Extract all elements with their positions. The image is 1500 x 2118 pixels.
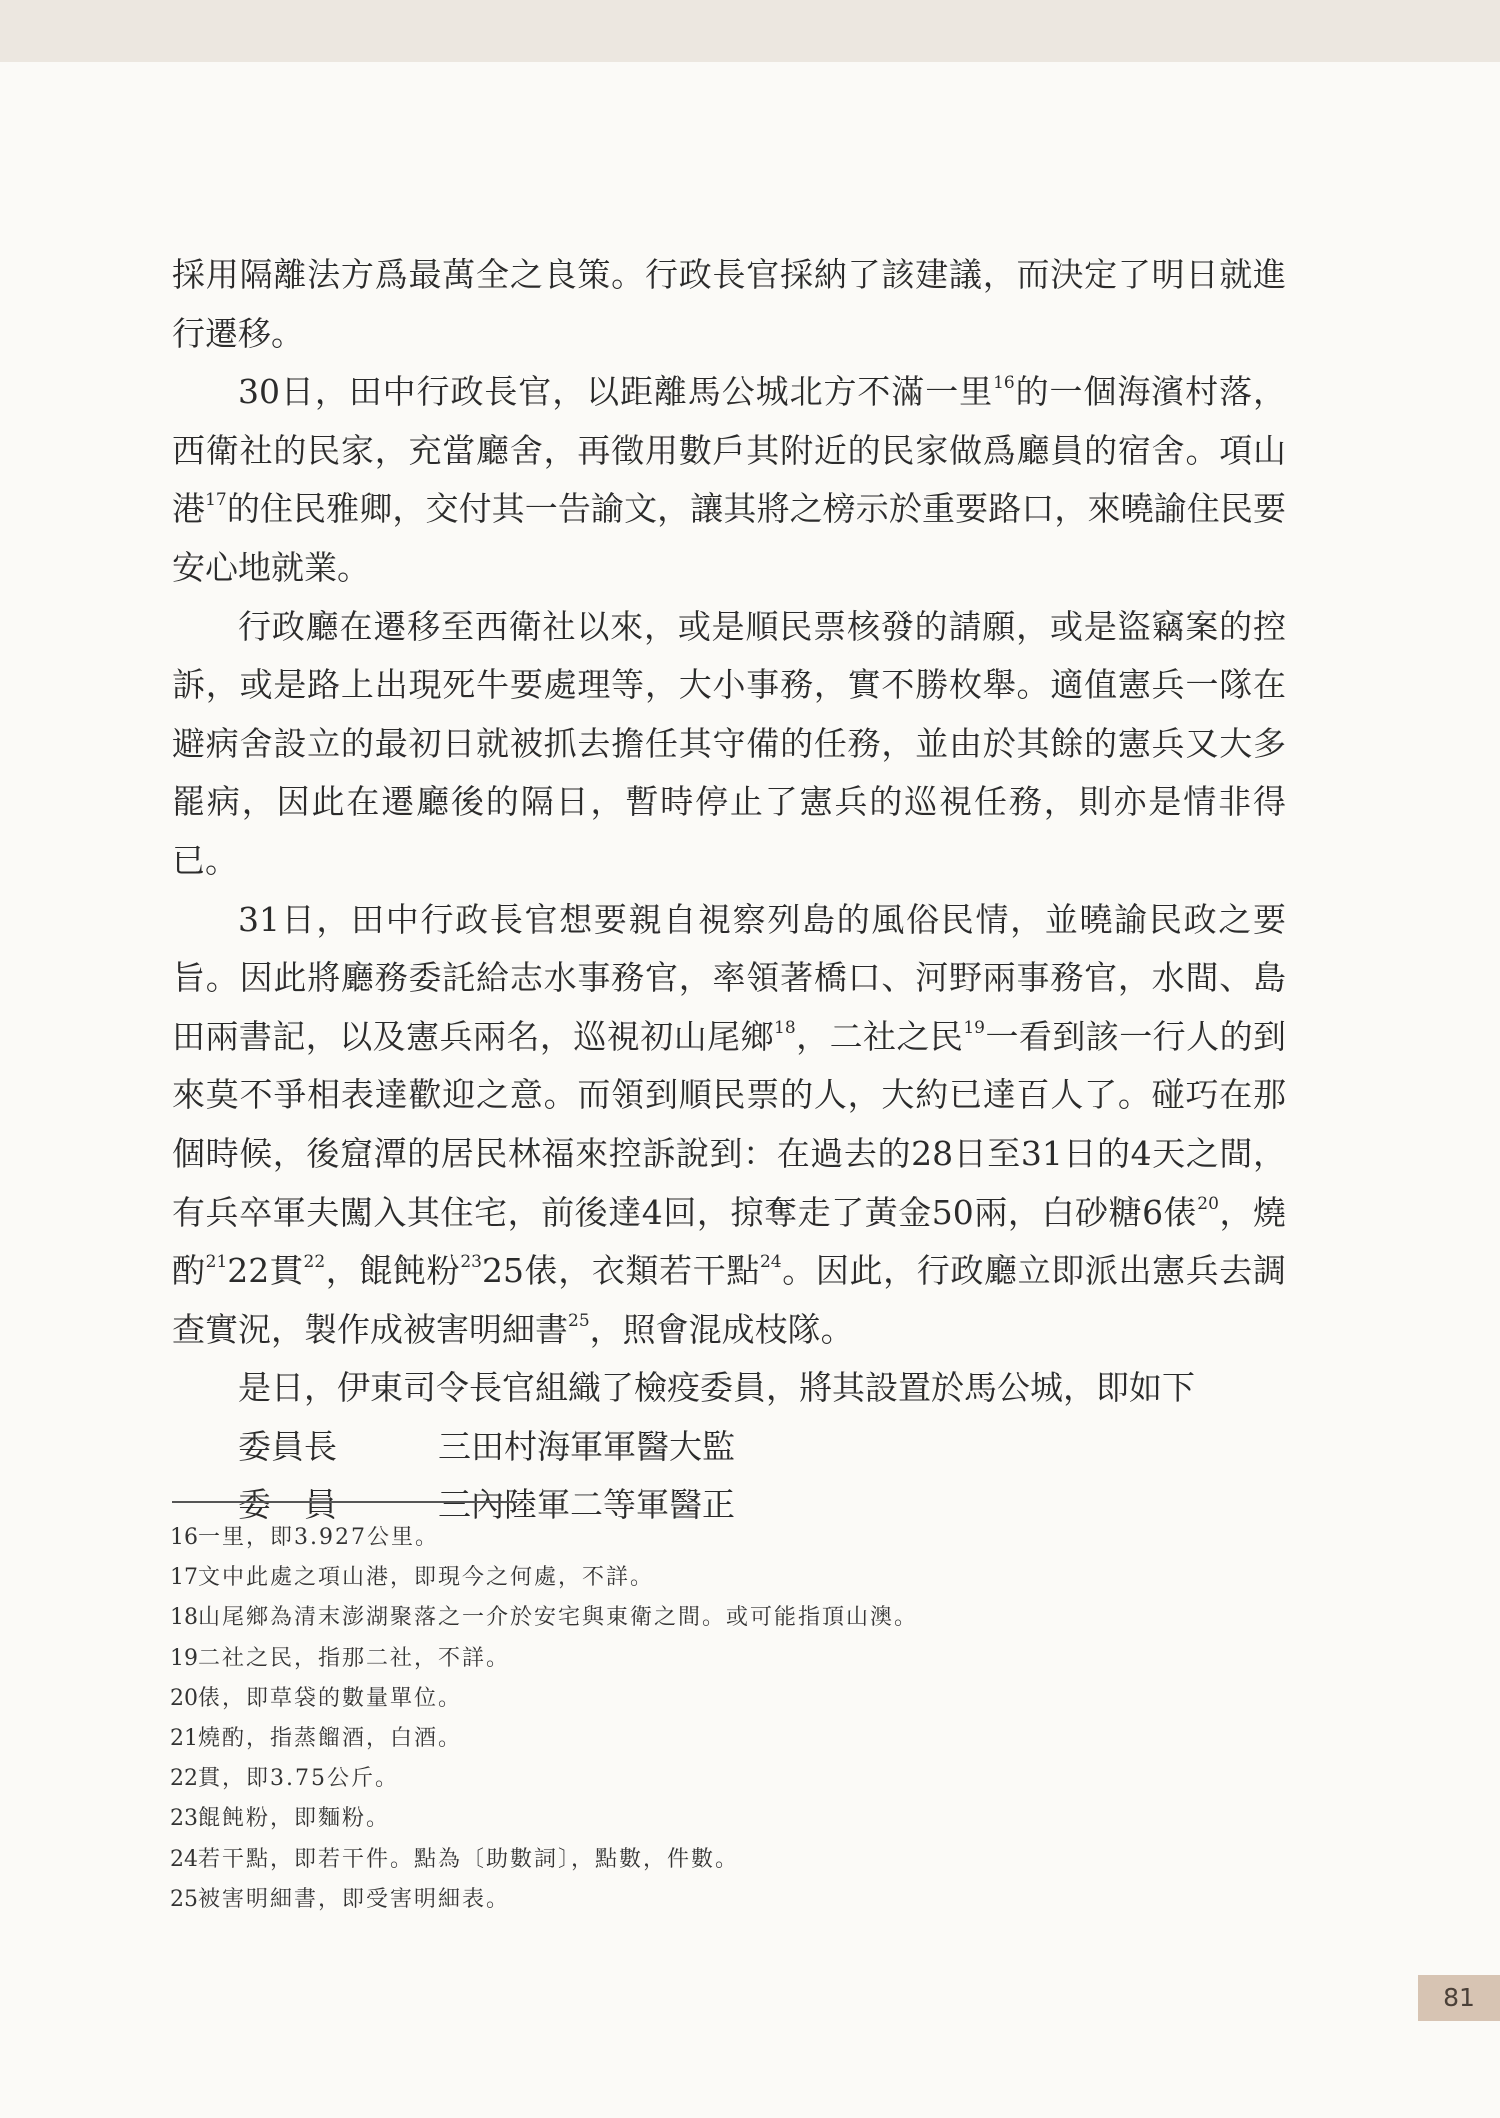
footnote-ref-18[interactable]: 18 [774, 1017, 796, 1038]
footnote-text: 餛飩粉，即麵粉。 [198, 1806, 391, 1832]
paragraph-1: 採用隔離法方爲最萬全之良策。行政長官採納了該建議，而決定了明日就進行遷移。 [172, 255, 1286, 353]
scan-top-band [0, 0, 1500, 62]
footnote-24 [170, 1840, 1270, 1880]
footnote-number: 19 [170, 1645, 198, 1671]
footnote-text: 文中此處之項山港，即現今之何處，不詳。 [198, 1565, 655, 1591]
page-number: 81 [1418, 1975, 1500, 2021]
paragraph-3: 行政廳在遷移至西衛社以來，或是順民票核發的請願，或是盜竊案的控訴，或是路上出現死牛要處理等，大小事務，實不勝枚舉。適值憲兵一隊在避病舍設立的最初日就被抓去擔任其守備的任務，並由於其餘的憲兵又大多罷病，因此在遷廳後的隔日，暫時停止了憲兵的巡視任務，則亦是情非得已。 [172, 606, 1286, 880]
footnote-18 [170, 1598, 1270, 1638]
footnote-separator [172, 1501, 517, 1503]
footnote-20 [170, 1679, 1270, 1719]
footnote-number: 22 [170, 1766, 198, 1792]
footnote-text: 俵，即草袋的數量單位。 [198, 1685, 463, 1711]
footnote-25 [170, 1880, 1270, 1920]
footnote-number: 16 [170, 1525, 198, 1550]
footnote-16 [170, 1518, 1270, 1558]
footnote-number: 23 [170, 1806, 198, 1832]
paragraph-4-part-e: 22貫 [227, 1251, 304, 1291]
committee-member: 三內陸軍二等軍醫正 [438, 1485, 735, 1525]
footnote-ref-24[interactable]: 24 [759, 1252, 782, 1273]
footnote-17 [170, 1558, 1270, 1598]
footnote-number: 25 [170, 1886, 198, 1912]
footnote-19 [170, 1639, 1270, 1679]
paragraph-4-part-h: 。因此，行政廳立即派出憲兵去調查實況，製作成被害明細書 [172, 1251, 1287, 1349]
committee-member: 三田村海軍軍醫大監 [438, 1426, 735, 1466]
footnotes [170, 1518, 1270, 1920]
paragraph-4-part-a: 31日，田中行政長官想要親自視察列島的風俗民情，並曉諭民政之要旨。因此將廳務委託給志水事務官，率領著橋口、河野兩事務官，水間、島田兩書記，以及憲兵兩名，巡視初山尾鄉 [172, 899, 1286, 1056]
committee-role: 委 員 [238, 1485, 337, 1525]
footnote-text: 山尾鄉為清末澎湖聚落之一介於安宅與東衛之間。或可能指頂山澳。 [198, 1605, 919, 1631]
footnote-ref-25[interactable]: 25 [568, 1310, 590, 1331]
footnote-text: 貫，即3.75公斤。 [198, 1766, 399, 1792]
footnote-number: 21 [170, 1726, 198, 1752]
footnote-ref-16[interactable]: 16 [993, 373, 1015, 394]
footnote-ref-19[interactable]: 19 [963, 1017, 985, 1038]
paragraph-5: 是日，伊東司令長官組織了檢疫委員，將其設置於馬公城，即如下 [238, 1368, 1195, 1408]
footnote-number: 20 [170, 1685, 198, 1711]
paragraph-4-part-c: 一看到該一行人的到來莫不爭相表達歡迎之意。而領到順民票的人，大約已達百人了。碰巧在那個時候，後窟潭的居民林福來控訴說到：在過去的28日至31日的4天之間，有兵卒軍夫闖入其住宅，前後達4回，掠奪走了黃金50兩，白砂糖6俵 [172, 1016, 1287, 1232]
paragraph-4 [172, 891, 1286, 1360]
footnote-number: 18 [170, 1605, 198, 1631]
footnote-ref-23[interactable]: 23 [460, 1252, 482, 1273]
footnote-text: 二社之民，指那二社，不詳。 [198, 1645, 511, 1671]
footnote-ref-22[interactable]: 22 [303, 1252, 326, 1273]
footnote-ref-20[interactable]: 20 [1197, 1193, 1219, 1214]
paragraph-4-part-b: ，二社之民 [795, 1016, 964, 1056]
paragraph-2-part-a: 30日，田中行政長官，以距離馬公城北方不滿一里 [238, 372, 994, 412]
paragraph-4-part-i: ，照會混成枝隊。 [589, 1309, 854, 1349]
footnote-22 [170, 1759, 1270, 1799]
footnote-ref-17[interactable]: 17 [205, 490, 227, 511]
footnote-number: 17 [170, 1565, 198, 1591]
paragraph-4-part-g: 25俵，衣類若干點 [481, 1251, 760, 1291]
committee-row-chair [172, 1418, 1286, 1477]
footnote-text: 一里，即3.927公里。 [198, 1525, 439, 1550]
footnote-ref-21[interactable]: 21 [205, 1252, 228, 1273]
footnote-text: 燒酌，指蒸餾酒，白酒。 [198, 1726, 463, 1752]
main-text [172, 246, 1286, 1535]
paragraph-2-part-b: 的一個海濱村落，西衛社的民家，充當廳舍，再徵用數戶其附近的民家做爲廳員的宿舍。項山港 [172, 372, 1286, 529]
paragraph-4-part-f: ，餛飩粉 [325, 1251, 461, 1291]
footnote-text: 若干點，即若干件。點為〔助數詞〕，點數，件數。 [198, 1846, 740, 1872]
footnote-21 [170, 1719, 1270, 1759]
footnote-number: 24 [170, 1846, 198, 1872]
paragraph-4-part-d: ，燒酌 [172, 1192, 1287, 1291]
footnote-23 [170, 1799, 1270, 1839]
footnote-text: 被害明細書，即受害明細表。 [198, 1886, 511, 1912]
committee-role: 委員長 [238, 1426, 337, 1466]
paragraph-2-part-c: 的住民雅卿，交付其一告諭文，讓其將之榜示於重要路口，來曉諭住民要安心地就業。 [172, 489, 1287, 587]
paragraph-2 [172, 363, 1286, 597]
